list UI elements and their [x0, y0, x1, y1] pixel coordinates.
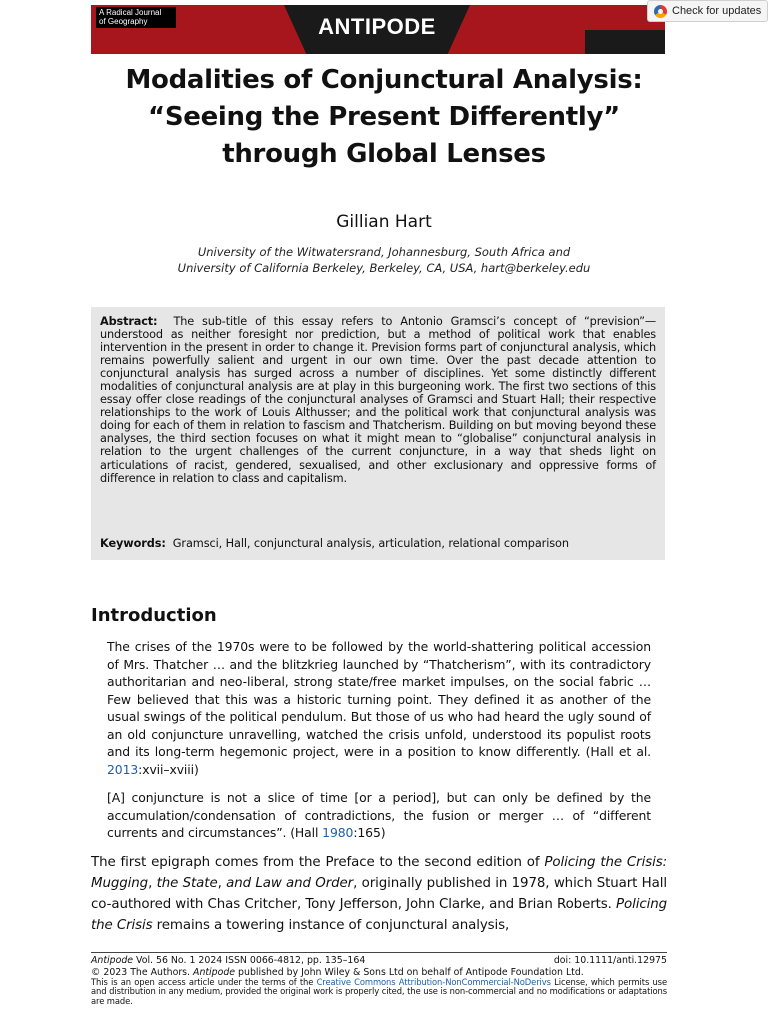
keywords-text: Gramsci, Hall, conjunctural analysis, articulation, relational comparison — [172, 537, 569, 550]
footer-rule — [91, 952, 667, 953]
para-text-2: , — [148, 876, 157, 891]
affiliation-line-1: University of the Witwatersrand, Johannesburg, South Africa and — [197, 245, 571, 259]
section-heading-introduction: Introduction — [91, 605, 217, 626]
abstract-label: Abstract: — [100, 315, 158, 328]
title-line-3: through Global Lenses — [222, 139, 546, 169]
abstract-box — [91, 307, 665, 560]
check-for-updates-button[interactable] — [647, 0, 768, 22]
para-text-4: , originally published in 1978, which Stuart Hall co-authored with Chas Critcher, Tony Jefferson, John Clarke, and Brian Roberts. — [91, 876, 667, 912]
journal-tagline — [96, 7, 176, 28]
title-line-1: Modalities of Conjunctural Analysis: — [125, 65, 643, 95]
license-text-2: License, which permits use and distribution in any medium, provided the original work is properly cited, the use is non-commercial and no modifications or adaptations are made. — [91, 977, 667, 1006]
epigraph-1-cite-rest: :xvii–xviii) — [138, 761, 199, 777]
abstract-paragraph — [100, 315, 656, 485]
footer-journal: Antipode — [91, 955, 134, 966]
epigraph-2 — [107, 789, 651, 842]
epigraph-2-text: [A] conjuncture is not a slice of time [or a period], but can only be defined by the accumulation/condensation of contradictions, the fusion or merger … of “different currents and circumstances”. (Hall — [107, 790, 651, 840]
check-for-updates-label: Check for updates — [672, 5, 762, 17]
intro-paragraph — [91, 852, 667, 936]
author-affiliation — [84, 244, 684, 276]
footer-citation-text: Vol. 56 No. 1 2024 ISSN 0066-4812, pp. 135–164 — [133, 955, 366, 966]
copyright-text-1: © 2023 The Authors. — [91, 967, 194, 978]
article-title — [60, 62, 708, 173]
keywords-line — [100, 537, 569, 550]
abstract-text: The sub-title of this essay refers to Antonio Gramsci’s concept of “prevision”—understood as neither foresight nor prediction, but a method of political work that enables intervention in the present in order to change it. Prevision forms part of conjunctural analysis, which remains powerfully salient and urgent in our own time. Over the past decade attention to conjunctural analysis has surged across a number of disciplines. Yet some distinctly different modalities of conjunctural analysis are at play in this burgeoning work. The first two sections of this essay offer close readings of the conjunctural analyses of Gramsci and Stuart Hall; their respective relationships to the work of Louis Althusser; and the political work that conjunctural analysis was doing for each of them in relation to fascism and Thatcherism. Building on but moving beyond these analyses, the third section focuses on what it might mean to “globalise” conjunctural analysis in relation to the urgent challenges of the current conjuncture, in a way that sheds light on articulations of racist, gendered, sexualised, and other exclusionary and oppressive forms of difference in relation to class and capitalism. — [100, 315, 656, 485]
title-line-2: “Seeing the Present Differently” — [148, 102, 620, 132]
journal-name: ANTIPODE — [318, 14, 436, 39]
tagline-line-1: A Radical Journal — [99, 8, 162, 17]
para-text-1: The first epigraph comes from the Preface to the second edition of — [91, 855, 545, 870]
epigraph-1 — [107, 638, 651, 778]
affiliation-line-2: University of California Berkeley, Berkeley, CA, USA, hart@berkeley.edu — [177, 261, 591, 275]
license-text-1: This is an open access article under the terms of the — [91, 977, 317, 987]
para-text-5: remains a towering instance of conjunctural analysis, — [152, 918, 510, 933]
footer-doi: doi: 10.1111/anti.12975 — [553, 955, 667, 966]
para-italic-1: Policing the Crisis: Mugging — [91, 855, 667, 891]
author-name: Gillian Hart — [336, 212, 432, 232]
banner-dark-block — [585, 30, 665, 54]
epigraph-2-cite-rest: :165) — [353, 825, 386, 840]
crossmark-icon — [654, 5, 667, 18]
citation-link-2013[interactable]: 2013 — [107, 761, 139, 777]
para-italic-2: the State — [156, 876, 218, 891]
footer-license — [91, 978, 667, 1006]
copyright-journal: Antipode — [193, 967, 236, 978]
tagline-line-2: of Geography — [99, 17, 148, 26]
copyright-text-2: published by John Wiley & Sons Ltd on behalf of Antipode Foundation Ltd. — [235, 967, 584, 978]
para-italic-3: and Law and Order — [226, 876, 354, 891]
epigraph-1-text: The crises of the 1970s were to be followed by the world-shattering political accession of Mrs. Thatcher … and the blitzkrieg launched by “Thatcherism”, with its contradictory authoritarian and neo-liberal, strong state/free market impulses, on the social fabric … Few believed that this was a historic turning point. They defined it as another of the usual swings of the political pendulum. But those of us who had heard the ugly sound of an old conjuncture unravelling, watched the crisis unfold, understood its populist roots and its long-term hegemonic project, were in a position to know differently. (Hall et al. — [107, 639, 651, 759]
keywords-label: Keywords: — [100, 537, 166, 550]
para-text-3: , — [217, 876, 227, 891]
citation-link-1980[interactable]: 1980 — [322, 825, 354, 840]
para-italic-4: Policing the Crisis — [91, 897, 667, 933]
license-link[interactable]: Creative Commons Attribution-NonCommercial-NoDerivs — [316, 977, 551, 987]
footer-citation — [91, 955, 365, 966]
